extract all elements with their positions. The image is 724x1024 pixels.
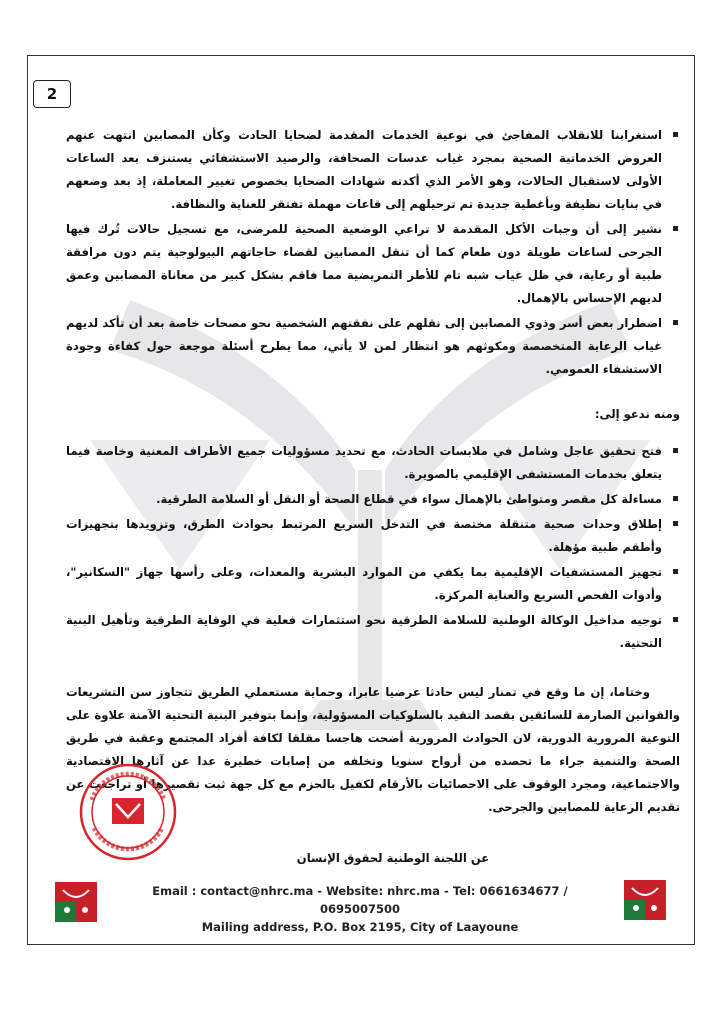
list-item: تجهيز المستشفيات الإقليمية بما يكفي من الموارد البشرية والمعدات، وعلى رأسها جهاز "السكانير"، وأدوات الفحص السريع والعناية المركزة. [66,561,662,607]
footer-address-line: Mailing address, P.O. Box 2195, City of Laayoune [201,920,519,934]
observations-list [66,124,680,381]
closing-highlight: تمنار [488,685,517,699]
signature-line: عن اللجنة الوطنية لحقوق الإنسان [296,851,490,865]
list-item: توجيه مداخيل الوكالة الوطنية للسلامة الطرقية نحو استثمارات فعلية في الوقاية الطرقية وتأهيل البنية التحتية. [66,609,662,655]
nhrc-logo-icon [55,882,97,922]
list-item: إطلاق وحدات صحية متنقلة مختصة في التدخل السريع المرتبط بحوادث الطرق، وتزويدها بتجهيزات وأطقم طبية مؤهلة. [66,513,662,559]
page-number: 2 [33,80,71,108]
closing-text-rest: ليس حادثا عرضيا عابرا، وحماية مستعملي الطريق تتجاوز سن التشريعات والقوانين الصارمة للسائقين بقصد التقيد بالسلوكيات المسؤولية، وإنما بتوفير البنية التحتية الآمنة علاوة على التوعية المرورية الدورية، لان الحوادث المرورية أضحت هاجسا مقلقا لكافة أفراد المجتمع وعقبة في طريق الصحة والتنمية جراء ما تحصده من أرواح سنويا وتخلفه من إصابات خطيرة عدا عن آثارها الاقتصادية والاجتماعية، ومجرد الوقوف على الاحصائيات بالأرقام لكفيل بالحزم مع كل جهة ثبت تقصيرها أو تراجعت عن تقديم الرعاية للمصابين والجرحى. [66,685,680,814]
letter-body [66,124,680,870]
list-item: مساءلة كل مقصر ومتواطئ بالإهمال سواء في قطاع الصحة أو النقل أو السلامة الطرقية. [66,488,662,511]
footer-contact-line: Email : contact@nhrc.ma - Website: nhrc.ma - Tel: 0661634677 / 0695007500 [152,884,568,916]
stamp-seal-icon [78,762,178,862]
demands-heading: ومنه ندعو إلى: [594,407,680,421]
footer-contact [130,882,590,936]
closing-text-start: وختاما، إن ما وقع في [516,685,650,699]
nhrc-logo-icon [624,880,666,920]
demands-list [66,440,680,655]
list-item: نشير إلى أن وجبات الأكل المقدمة لا تراعي الوضعية الصحية للمرضى، مع تسجيل حالات تُرك فيها الجرحى لساعات طويلة دون طعام كما أن تنقل المصابين لقضاء حاجاتهم البيولوجية يتم دون مرافقة طبية أو رعاية، في ظل غياب شبه تام للأطر التمريضية مما فاقم بشكل كبير من معاناة المصابين وعمق لديهم الإحساس بالإهمال. [66,218,662,310]
list-item: اضطرار بعض أسر وذوي المصابين إلى نقلهم على نفقتهم الشخصية نحو مصحات خاصة بعد أن تأكد لديهم غياب الرعاية المتخصصة ومكوثهم هو انتظار لمن لا يأتي، مما يطرح أسئلة موجعة حول كفاءة وجودة الاستشفاء العمومي. [66,312,662,381]
list-item: فتح تحقيق عاجل وشامل في ملابسات الحادث، مع تحديد مسؤوليات جميع الأطراف المعنية وخاصة فيما يتعلق بخدمات المستشفى الإقليمي بالصويرة. [66,440,662,486]
list-item: استغرابنا للانقلاب المفاجئ في نوعية الخدمات المقدمة لضحايا الحادث وكأن المصابين انتهت عنهم العروض الخدماتية الصحية بمجرد غياب عدسات الصحافة، والرصيد الاستشفائي يستنزف بعد الساعات الأولى لاستقبال الحالات، وهو الأمر الذي أكدته شهادات الضحايا بخصوص تغيير المعاملة، إذ بعد وضعهم في بنايات نظيفة وبأغطية جديدة تم ترحيلهم إلى قاعات مهملة تفتقر للعناية والنظافة. [66,124,662,216]
